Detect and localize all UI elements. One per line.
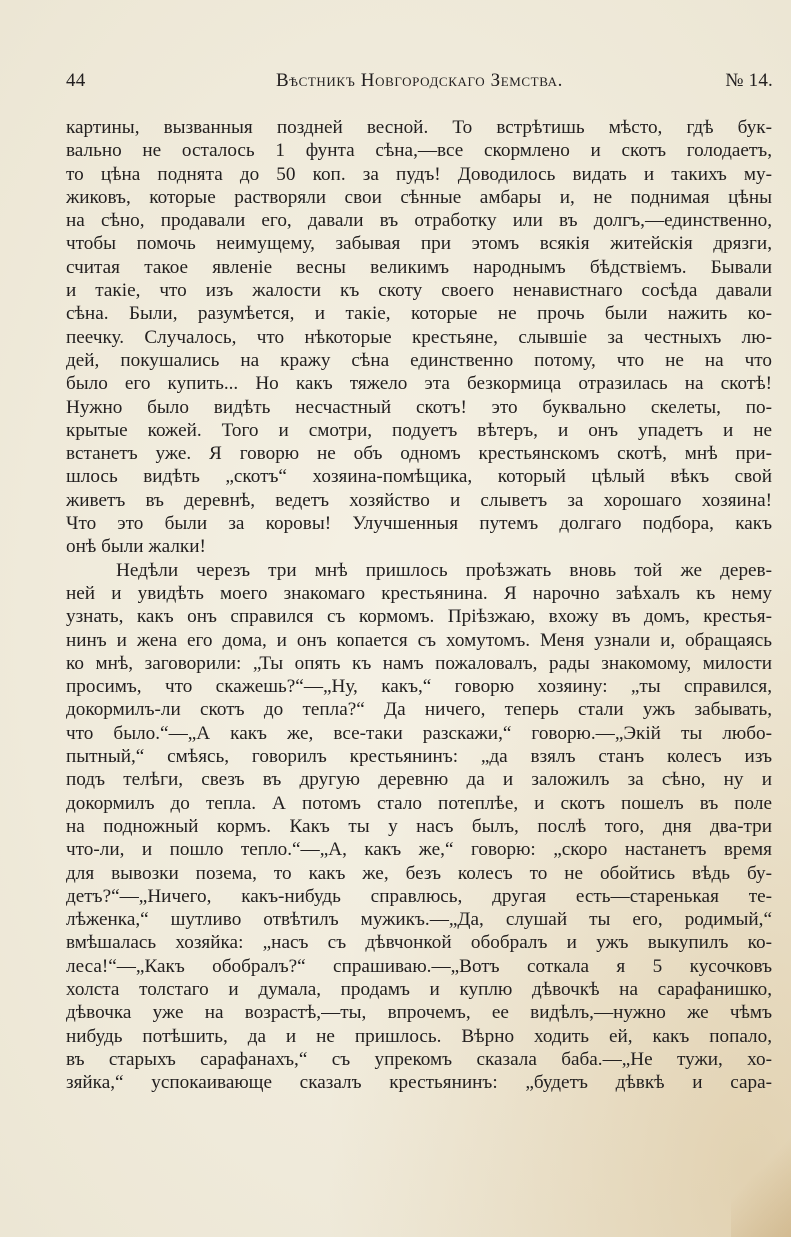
text-line: детъ?“—„Ничего, какъ-нибудь справлюсь, другая есть—старенькая те-: [66, 885, 772, 907]
text-line: крытые кожей. Того и смотри, подуетъ вѣтеръ, и онъ упадетъ и не: [66, 419, 772, 441]
page-number: 44: [66, 70, 86, 91]
text-line: сѣна. Были, разумѣется, и такіе, которые не прочь были нажить ко-: [66, 303, 772, 325]
text-line: на подножный кормъ. Какъ ты у насъ былъ, послѣ того, дня два-три: [66, 815, 772, 837]
text-line: что было.“—„А какъ же, все-таки разскажи,“ говорю.—„Экій ты любо-: [66, 722, 772, 744]
paragraph: [66, 116, 772, 559]
text-line: лѣженка,“ шутливо отвѣтилъ мужикъ.—„Да, слушай ты его, родимый,“: [66, 909, 772, 931]
text-line: докормилъ-ли скотъ до тепла?“ Да ничего, теперь стали ужъ забывать,: [66, 699, 772, 721]
text-line: узнать, какъ онъ справился съ кормомъ. Пріѣзжаю, вхожу въ домъ, крестья-: [66, 606, 772, 628]
page-edge-stain: [731, 1130, 791, 1237]
text-line: ней и увидѣть моего знакомаго крестьянина. Я нарочно заѣхалъ къ нему: [66, 582, 772, 604]
issue-number: № 14.: [725, 70, 773, 91]
text-line: вмѣшалась хозяйка: „насъ съ дѣвчонкой обобралъ и ужъ выкупилъ ко-: [66, 932, 772, 954]
text-line: докормилъ до тепла. А потомъ стало потеплѣе, и скотъ пошелъ въ поле: [66, 792, 772, 814]
text-line: чтобы помочь неимущему, забывая при этомъ всякія житейскія дрязги,: [66, 233, 772, 255]
text-line: шлось видѣть „скотъ“ хозяина-помѣщика, который цѣлый вѣкъ свой: [66, 466, 772, 488]
paragraph: [66, 559, 772, 1095]
text-line: пеечку. Случалось, что нѣкоторые крестьяне, слывшіе за честныхъ лю-: [66, 326, 772, 348]
text-line: Что это были за коровы! Улучшенныя путемъ долгаго подбора, какъ: [66, 513, 772, 535]
text-line: то цѣна поднята до 50 коп. за пудъ! Доводилось видать и такихъ му-: [66, 163, 772, 185]
text-line: леса!“—„Какъ обобралъ?“ спрашиваю.—„Вотъ соткала я 5 кусочковъ: [66, 955, 772, 977]
text-line: просимъ, что скажешь?“—„Ну, какъ,“ говорю хозяину: „ты справился,: [66, 676, 772, 698]
text-line: ко мнѣ, заговорили: „Ты опять къ намъ пожаловалъ, рады знакомому, милости: [66, 652, 772, 674]
text-line: нибудь потѣшить, да и не пришлось. Вѣрно ходить ей, какъ попало,: [66, 1025, 772, 1047]
text-line: дѣвочка уже на возрастѣ,—ты, впрочемъ, ее видѣлъ,—нужно же чѣмъ: [66, 1002, 772, 1024]
text-line: считая такое явленіе весны великимъ народнымъ бѣдствіемъ. Бывали: [66, 256, 772, 278]
text-line: встанетъ уже. Я говорю не объ одномъ крестьянскомъ скотѣ, мнѣ при-: [66, 443, 772, 465]
text-line: пытный,“ смѣясь, говорилъ крестьянинъ: „да взялъ станъ колесъ изъ: [66, 746, 772, 768]
text-line: въ старыхъ сарафанахъ,“ съ упрекомъ сказала баба.—„Не тужи, хо-: [66, 1048, 772, 1070]
text-line: вально не осталось 1 фунта сѣна,—все скормлено и скотъ голодаетъ,: [66, 140, 772, 162]
text-line: было его купить... Но какъ тяжело эта безкормица отразилась на скотѣ!: [66, 373, 772, 395]
journal-title: Вѣстникъ Новгородскаго Земства.: [275, 70, 564, 91]
text-line: на сѣно, продавали его, давали въ отработку или въ долгъ,—единственно,: [66, 210, 772, 232]
running-header: [66, 70, 773, 94]
text-line: подъ телѣги, свезъ въ другую деревню да и заложилъ за сѣно, ну и: [66, 769, 772, 791]
text-line: картины, вызванныя поздней весной. То встрѣтишь мѣсто, гдѣ бук-: [66, 117, 772, 138]
text-line: нинъ и жена его дома, и онъ копается съ хомутомъ. Меня узнали и, обращаясь: [66, 629, 772, 651]
text-line: живетъ въ деревнѣ, ведетъ хозяйство и слыветъ за хорошаго хозяина!: [66, 489, 772, 511]
text-line: дей, покушались на кражу сѣна единственно потому, что не на что: [66, 349, 772, 371]
text-line: Нужно было видѣть несчастный скотъ! это буквально скелеты, по-: [66, 396, 772, 418]
text-line: для вывозки позема, то какъ же, безъ колесъ то не обойтись вѣдь бу-: [66, 862, 772, 884]
text-line: онѣ были жалки!: [66, 536, 206, 558]
text-line: и такіе, что изъ жалости къ скоту своего ненавистнаго сосѣда давали: [66, 280, 772, 302]
text-line: Недѣли черезъ три мнѣ пришлось проѣзжать вновь той же дерев-: [116, 559, 772, 581]
text-line: жиковъ, которые растворяли свои сѣнные амбары и, не поднимая цѣны: [66, 186, 772, 208]
article-body: [66, 116, 772, 1094]
text-line: зяйка,“ успокаивающе сказалъ крестьянинъ: „будетъ дѣвкѣ и сара-: [66, 1072, 772, 1094]
text-line: что-ли, и пошло тепло.“—„А, какъ же,“ говорю: „скоро настанетъ время: [66, 839, 772, 861]
text-line: холста толстаго и думала, продамъ и куплю дѣвочкѣ на сарафанишко,: [66, 978, 772, 1000]
